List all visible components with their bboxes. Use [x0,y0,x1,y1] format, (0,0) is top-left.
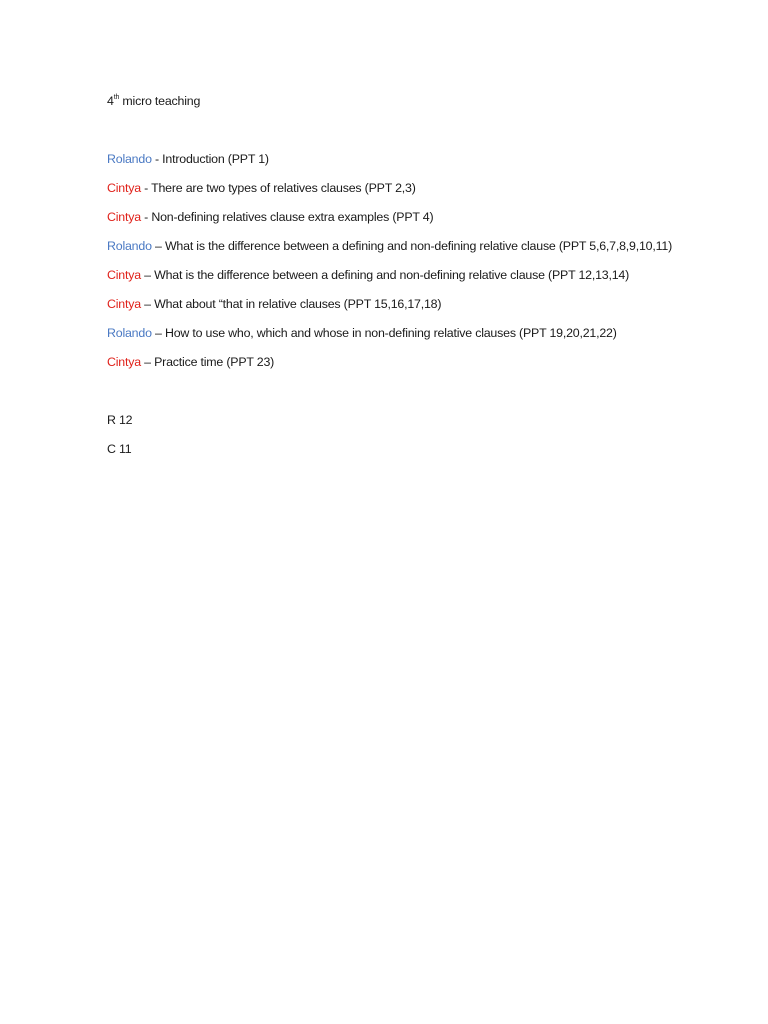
entry-text: - Introduction (PPT 1) [151,152,269,166]
schedule-entry [107,324,687,343]
document-body [107,92,687,469]
tally-rolando: R 12 [107,413,133,427]
speaker-name: Cintya [107,355,141,369]
title-number: 4 [107,94,114,108]
speaker-name: Cintya [107,268,141,282]
entry-text: - Non-defining relatives clause extra examples (PPT 4) [140,210,434,224]
speaker-name: Rolando [107,239,152,253]
schedule-entry [107,150,687,169]
schedule-entry [107,237,687,256]
title-ordinal-suffix: th [113,93,120,101]
entry-text: – What is the difference between a defining and non-defining relative clause (PPT 12,13,14) [140,268,630,282]
entry-text: – What about “that in relative clauses (PPT 15,16,17,18) [140,297,442,311]
title-text: micro teaching [119,94,201,108]
schedule-entry [107,266,687,285]
spacer [107,382,687,411]
schedule-entry [107,353,687,372]
schedule-entry [107,208,687,227]
entry-text: – How to use who, which and whose in non-defining relative clauses (PPT 19,20,21,22) [151,326,617,340]
document-title [107,92,687,111]
entry-text: - There are two types of relatives clauses (PPT 2,3) [140,181,416,195]
speaker-name: Rolando [107,326,152,340]
speaker-name: Cintya [107,210,141,224]
speaker-name: Cintya [107,297,141,311]
schedule-entry [107,295,687,314]
speaker-name: Cintya [107,181,141,195]
entry-text: – What is the difference between a defining and non-defining relative clause (PPT 5,6,7,8,9,10,11) [151,239,672,253]
schedule-entry [107,179,687,198]
entry-text: – Practice time (PPT 23) [140,355,275,369]
tally-cintya: C 11 [107,442,132,456]
speaker-name: Rolando [107,152,152,166]
